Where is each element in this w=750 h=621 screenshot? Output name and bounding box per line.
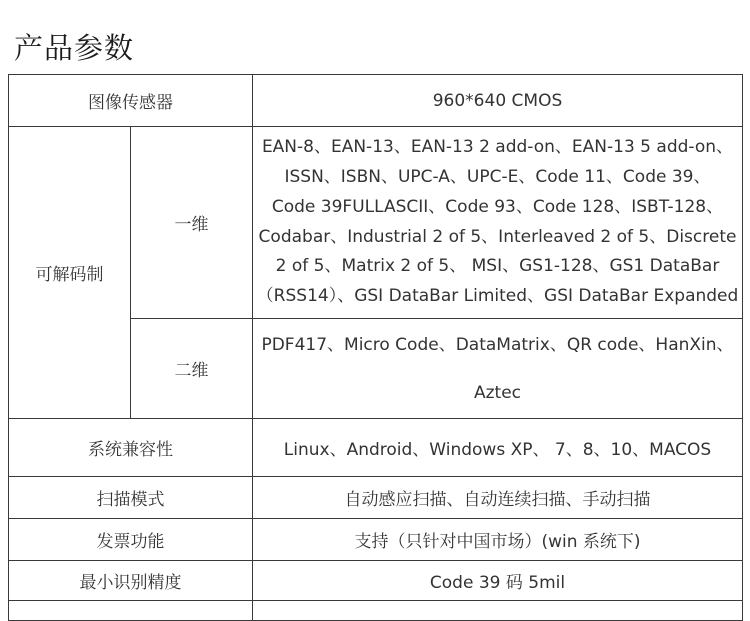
- one-d-line: Codabar、Industrial 2 of 5、Interleaved 2 of 5、Discrete: [258, 226, 737, 247]
- sensor-label: 图像传感器: [9, 75, 253, 127]
- two-d-label: 二维: [131, 319, 253, 419]
- cutoff-cell: [9, 601, 253, 621]
- table-row-invoice: [9, 519, 743, 561]
- table-row-os: [9, 419, 743, 477]
- invoice-value: 支持（只针对中国市场）(win 系统下): [253, 519, 743, 561]
- table-row-cutoff: [9, 601, 743, 621]
- os-label: 系统兼容性: [9, 419, 253, 477]
- scan-mode-label: 扫描模式: [9, 477, 253, 519]
- scan-mode-value: 自动感应扫描、自动连续扫描、手动扫描: [253, 477, 743, 519]
- os-value: Linux、Android、Windows XP、 7、8、10、MACOS: [253, 419, 743, 477]
- two-d-value: [253, 319, 743, 419]
- precision-label: 最小识别精度: [9, 561, 253, 601]
- one-d-line: ISSN、ISBN、UPC-A、UPC-E、Code 11、Code 39、: [284, 167, 711, 188]
- two-d-line: Aztec: [473, 382, 522, 403]
- table-row-scan-mode: [9, 477, 743, 519]
- invoice-label: 发票功能: [9, 519, 253, 561]
- spec-table: [8, 74, 743, 621]
- one-d-line: EAN-8、EAN-13、EAN-13 2 add-on、EAN-13 5 add-on、: [261, 137, 734, 158]
- one-d-line: （RSS14）、GSI DataBar Limited、GSI DataBar Expanded: [256, 285, 739, 306]
- two-d-line: PDF417、Micro Code、DataMatrix、QR code、HanXin、: [261, 334, 734, 355]
- table-row-1d: [9, 127, 743, 319]
- one-d-line: 2 of 5、Matrix 2 of 5、 MSI、GS1-128、GS1 DataBar: [275, 256, 720, 277]
- one-d-label: 一维: [131, 127, 253, 319]
- sensor-value: 960*640 CMOS: [253, 75, 743, 127]
- cutoff-cell: [253, 601, 743, 621]
- symbology-label: 可解码制: [9, 127, 131, 419]
- table-row-precision: [9, 561, 743, 601]
- one-d-value: [253, 127, 743, 319]
- page-title: 产品参数: [14, 31, 135, 65]
- table-row-sensor: [9, 75, 743, 127]
- one-d-line: Code 39FULLASCII、Code 93、Code 128、ISBT-128、: [271, 196, 724, 217]
- precision-value: Code 39 码 5mil: [253, 561, 743, 601]
